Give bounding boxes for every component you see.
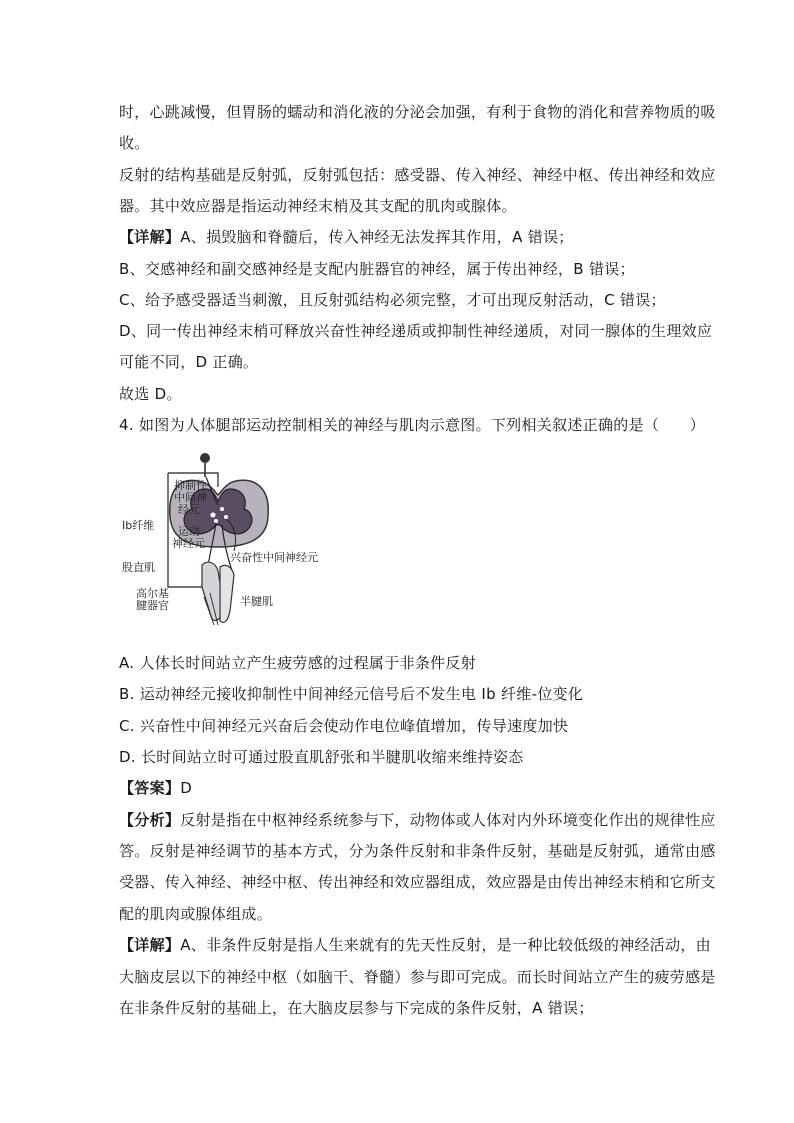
- label-golgi: 高尔基: [136, 587, 169, 600]
- analysis-line: 配的肌肉或腺体组成。: [119, 905, 273, 923]
- text-line: 收。: [119, 134, 150, 152]
- text-line: 反射的结构基础是反射弧，反射弧包括：感受器、传入神经、神经中枢、传出神经和效应: [119, 166, 716, 184]
- analysis-tag: 【分析】: [119, 811, 181, 829]
- detail-tag: 【详解】: [119, 936, 181, 954]
- detail-line: 可能不同，D 正确。: [119, 353, 259, 371]
- label-inhibitory: 抑制性: [174, 479, 207, 492]
- text-line: 器。其中效应器是指运动神经末梢及其支配的肌肉或腺体。: [119, 197, 517, 215]
- detail-line: C、给予感受器适当刺激，且反射弧结构必须完整，才可出现反射活动，C 错误；: [119, 291, 666, 309]
- svg-text:经元: 经元: [178, 503, 200, 516]
- detail-line: D、同一传出神经末梢可释放兴奋性神经递质或抑制性神经递质，对同一腺体的生理效应: [119, 322, 713, 340]
- question-stem: 4. 如图为人体腿部运动控制相关的神经与肌肉示意图。下列相关叙述正确的是（ ）: [119, 416, 706, 434]
- detail-line: B、交感神经和副交感神经是支配内脏器官的神经，属于传出神经，B 错误；: [119, 260, 635, 278]
- semitendinosus-muscle: [220, 565, 234, 622]
- answer-tag: 【答案】: [119, 779, 181, 797]
- detail-line: 【详解】A、损毁脑和脊髓后，传入神经无法发挥其作用，A 错误；: [119, 228, 574, 246]
- label-rectus-femoris: 股直肌: [122, 561, 155, 574]
- analysis-line: 受器、传入神经、神经中枢、传出神经和效应器组成，效应器是由传出神经末梢和它所支: [119, 873, 716, 891]
- detail-tag: 【详解】: [119, 228, 181, 246]
- svg-text:腱器官: 腱器官: [136, 599, 169, 612]
- label-ib-fiber: Ib纤维: [122, 519, 155, 532]
- label-excitatory: 兴奋性中间神经元: [230, 551, 318, 564]
- option-d: D. 长时间站立时可通过股直肌舒张和半腱肌收缩来维持姿态: [119, 748, 524, 766]
- answer-line: 【答案】D: [119, 779, 193, 797]
- detail-line: 【详解】A、非条件反射是指人生来就有的先天性反射，是一种比较低级的神经活动，由: [119, 936, 711, 954]
- nerve-muscle-diagram: [118, 447, 348, 632]
- option-a: A. 人体长时间站立产生疲劳感的过程属于非条件反射: [119, 654, 477, 672]
- option-c: C. 兴奋性中间神经元兴奋后会使动作电位峰值增加，传导速度加快: [119, 717, 569, 735]
- text-line: 时，心跳减慢，但胃肠的蠕动和消化液的分泌会加强，有利于食物的消化和营养物质的吸: [119, 103, 716, 121]
- detail-line: 大脑皮层以下的神经中枢（如脑干、脊髓）参与即可完成。而长时间站立产生的疲劳感是: [119, 968, 716, 986]
- svg-text:中间神: 中间神: [174, 491, 207, 504]
- label-motor-neuron: 运动: [178, 525, 200, 538]
- detail-line: 在非条件反射的基础上，在大脑皮层参与下完成的条件反射，A 错误；: [119, 999, 594, 1017]
- detail-line: 故选 D。: [119, 385, 182, 403]
- analysis-line: 答。反射是神经调节的基本方式，分为条件反射和非条件反射，基础是反射弧，通常由感: [119, 842, 716, 860]
- receptor-dot: [200, 453, 210, 463]
- svg-text:神经元: 神经元: [172, 537, 205, 550]
- label-semitendinosus: 半腱肌: [240, 595, 273, 608]
- option-b: B. 运动神经元接收抑制性中间神经元信号后不发生电 Ib 纤维-位变化: [119, 685, 584, 703]
- analysis-line: 【分析】反射是指在中枢神经系统参与下，动物体或人体对内外环境变化作出的规律性应: [119, 811, 716, 829]
